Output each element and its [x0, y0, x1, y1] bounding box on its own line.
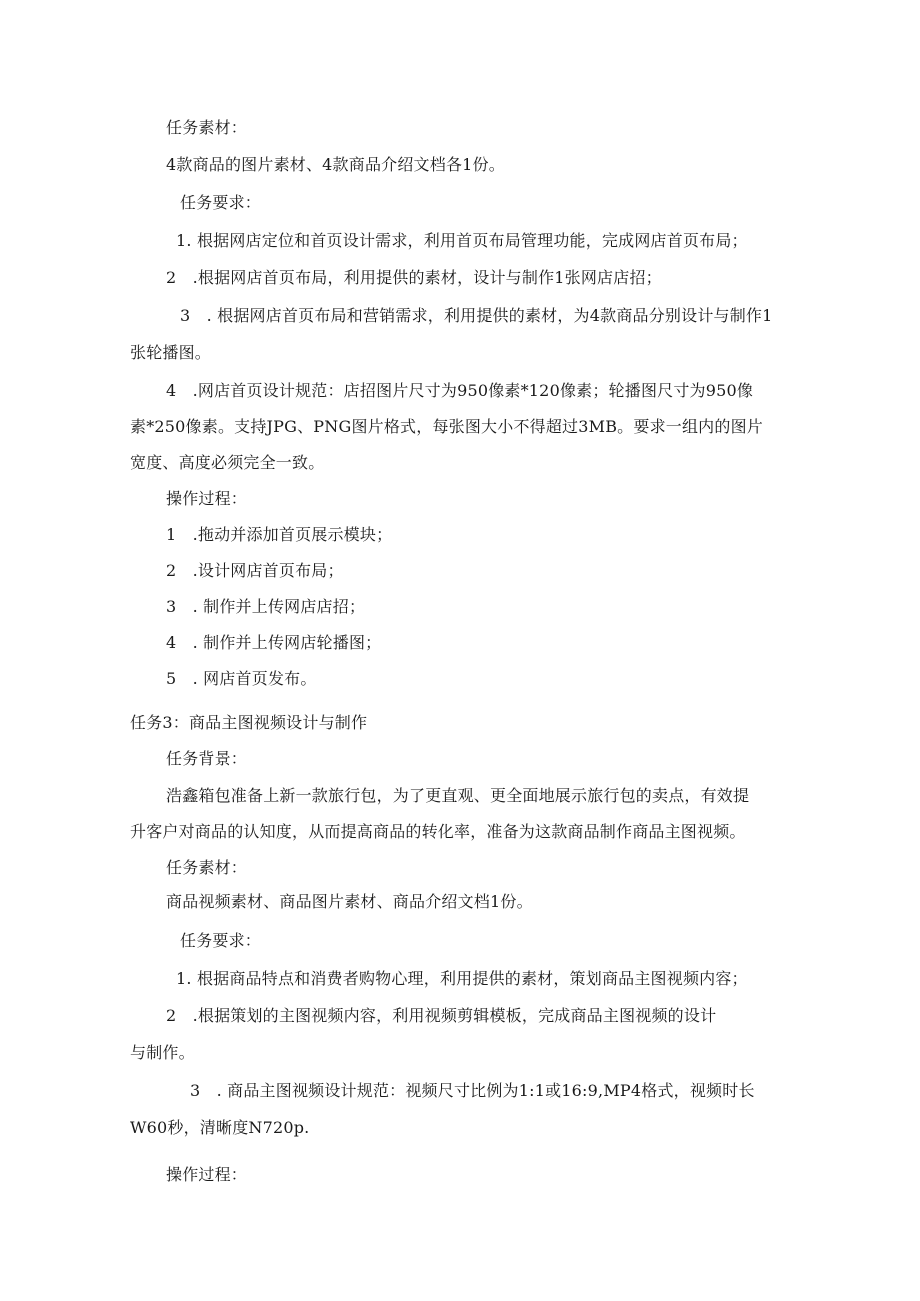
requirement2-item-1: 1. 根据商品特点和消费者购物心理，利用提供的素材，策划商品主图视频内容；: [176, 969, 748, 988]
heading-operation-process: 操作过程：: [166, 489, 248, 508]
requirement-item-4: 4 .网店首页设计规范：店招图片尺寸为950像素*120像素；轮播图尺寸为950像: [166, 381, 754, 400]
heading-task-requirements-2: 任务要求：: [180, 931, 262, 950]
heading-task-materials: 任务素材：: [166, 118, 248, 137]
requirement-item-4-cont-2: 宽度、高度必须完全一致。: [130, 453, 325, 472]
requirement-item-3-cont: 张轮播图。: [130, 343, 212, 362]
process-step-3: 3 . 制作并上传网店店招；: [166, 597, 366, 616]
paragraph-materials: 4款商品的图片素材、4款商品介绍文档各1份。: [166, 155, 505, 174]
heading-task-requirements: 任务要求：: [180, 193, 262, 212]
section-title-task-3: 任务3：商品主图视频设计与制作: [130, 713, 368, 732]
process-step-2: 2 .设计网店首页布局；: [166, 561, 344, 580]
paragraph-materials-2: 商品视频素材、商品图片素材、商品介绍文档1份。: [166, 892, 533, 911]
requirement-item-1: 1. 根据网店定位和首页设计需求，利用首页布局管理功能，完成网店首页布局；: [176, 231, 748, 250]
heading-operation-process-2: 操作过程：: [166, 1165, 248, 1184]
requirement-item-2: 2 .根据网店首页布局，利用提供的素材，设计与制作1张网店店招；: [166, 268, 662, 287]
requirement2-item-3-cont: W60秒，清晰度N720p.: [130, 1118, 310, 1137]
requirement-item-4-cont-1: 素*250像素。支持JPG、PNG图片格式，每张图大小不得超过3MB。要求一组内的图片: [130, 417, 763, 436]
background-paragraph-1: 浩鑫箱包准备上新一款旅行包，为了更直观、更全面地展示旅行包的卖点，有效提: [166, 786, 750, 805]
requirement2-item-2: 2 .根据策划的主图视频内容，利用视频剪辑模板，完成商品主图视频的设计: [166, 1006, 717, 1025]
process-step-4: 4 . 制作并上传网店轮播图；: [166, 633, 382, 652]
heading-task-background: 任务背景：: [166, 749, 248, 768]
process-step-5: 5 . 网店首页发布。: [166, 669, 317, 688]
requirement-item-3: 3 . 根据网店首页布局和营销需求，利用提供的素材，为4款商品分别设计与制作1: [180, 306, 773, 325]
process-step-1: 1 .拖动并添加首页展示模块；: [166, 525, 393, 544]
requirement2-item-2-cont: 与制作。: [130, 1043, 195, 1062]
requirement2-item-3: 3 . 商品主图视频设计规范：视频尺寸比例为1:1或16:9,MP4格式，视频时长: [190, 1081, 755, 1100]
heading-task-materials-2: 任务素材：: [166, 858, 248, 877]
background-paragraph-2: 升客户对商品的认知度，从而提高商品的转化率，准备为这款商品制作商品主图视频。: [130, 822, 746, 841]
